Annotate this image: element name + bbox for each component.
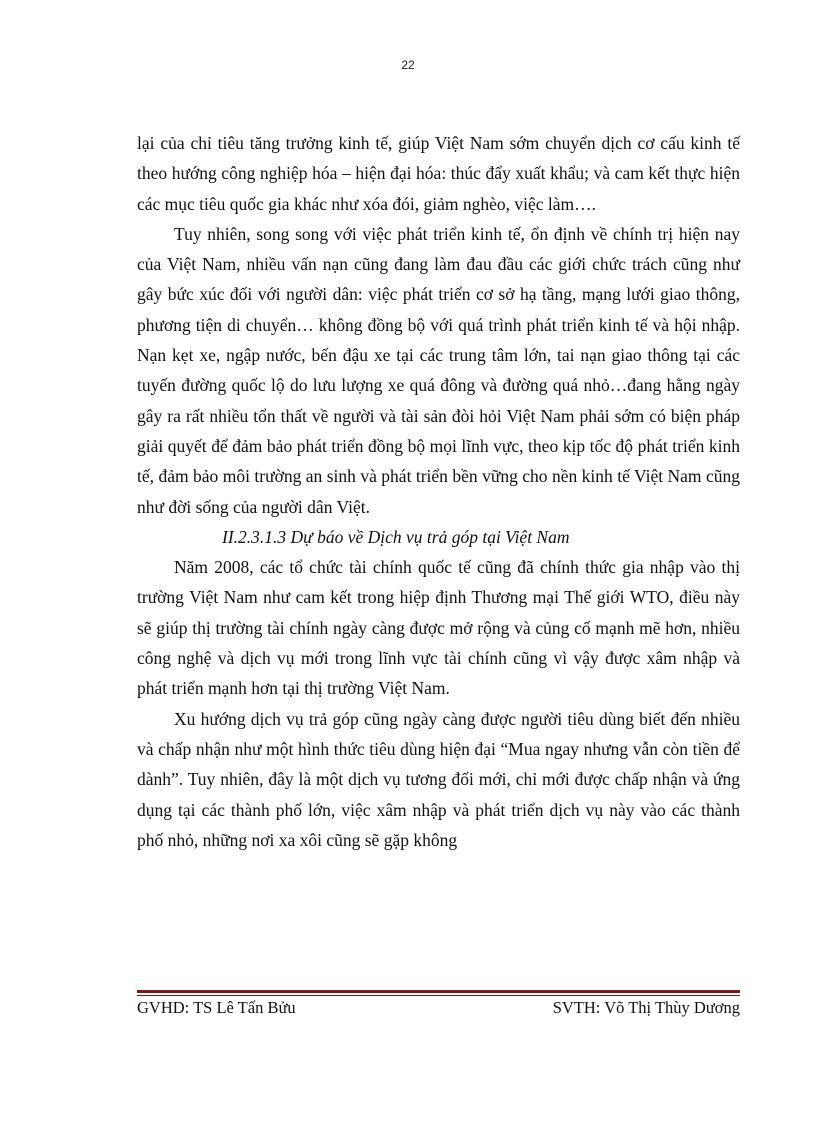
page-footer <box>137 997 740 1019</box>
footer-advisor: GVHD: TS Lê Tấn Bửu <box>137 998 296 1017</box>
footer-divider-thin <box>137 995 740 996</box>
page-number: 22 <box>401 58 415 72</box>
section-heading: II.2.3.1.3 Dự báo về Dịch vụ trả góp tại Việt Nam <box>222 526 570 547</box>
footer-student: SVTH: Võ Thị Thùy Dương <box>552 998 740 1017</box>
footer-divider-thick <box>137 990 740 993</box>
paragraph-installment-trend: Xu hướng dịch vụ trả góp cũng ngày càng được người tiêu dùng biết đến nhiều và chấp nhận như một hình thức tiêu dùng hiện đại “Mua ngay nhưng vẫn còn tiền để dành”. Tuy nhiên, đây là một dịch vụ tương đối mới, chỉ mới được chấp nhận và ứng dụng tại các thành phố lớn, việc xâm nhập và phát triển dịch vụ này vào các thành phố nhỏ, những nơi xa xôi cũng sẽ gặp không <box>137 708 740 850</box>
paragraph-development-issues: Tuy nhiên, song song với việc phát triển kinh tế, ổn định về chính trị hiện nay của Việt Nam, nhiều vấn nạn cũng đang làm đau đầu các giới chức trách cũng như gây bức xúc đối với người dân: việc phát triển cơ sở hạ tầng, mạng lưới giao thông, phương tiện di chuyển… không đồng bộ với quá trình phát triển kinh tế và hội nhập. Nạn kẹt xe, ngập nước, bến đậu xe tại các trung tâm lớn, tai nạn giao thông tại các tuyến đường quốc lộ do lưu lượng xe quá đông và đường quá nhỏ…đang hằng ngày gây ra rất nhiều tổn thất về người và tài sản đòi hỏi Việt Nam phải sớm có biện pháp giải quyết để đảm bảo phát triển đồng bộ mọi lĩnh vực, theo kịp tốc độ phát triển kinh tế, đảm bảo môi trường an sinh và phát triển bền vững cho nền kinh tế Việt Nam cũng như đời sống của người dân Việt. <box>137 223 740 517</box>
paragraph-continuation: lại của chỉ tiêu tăng trưởng kinh tế, giúp Việt Nam sớm chuyển dịch cơ cấu kinh tế theo hướng công nghiệp hóa – hiện đại hóa: thúc đẩy xuất khẩu; và cam kết thực hiện các mục tiêu quốc gia khác như xóa đói, giảm nghèo, việc làm…. <box>137 133 740 214</box>
paragraph-financial-institutions: Năm 2008, các tổ chức tài chính quốc tế cũng đã chính thức gia nhập vào thị trường Việt Nam như cam kết trong hiệp định Thương mại Thế giới WTO, điều này sẽ giúp thị trường tài chính ngày càng được mở rộng và củng cố mạnh mẽ hơn, nhiều công nghệ và dịch vụ mới trong lĩnh vực tài chính cũng vì vậy được xâm nhập và phát triển mạnh hơn tại thị trường Việt Nam. <box>137 557 740 699</box>
document-body <box>137 128 740 855</box>
